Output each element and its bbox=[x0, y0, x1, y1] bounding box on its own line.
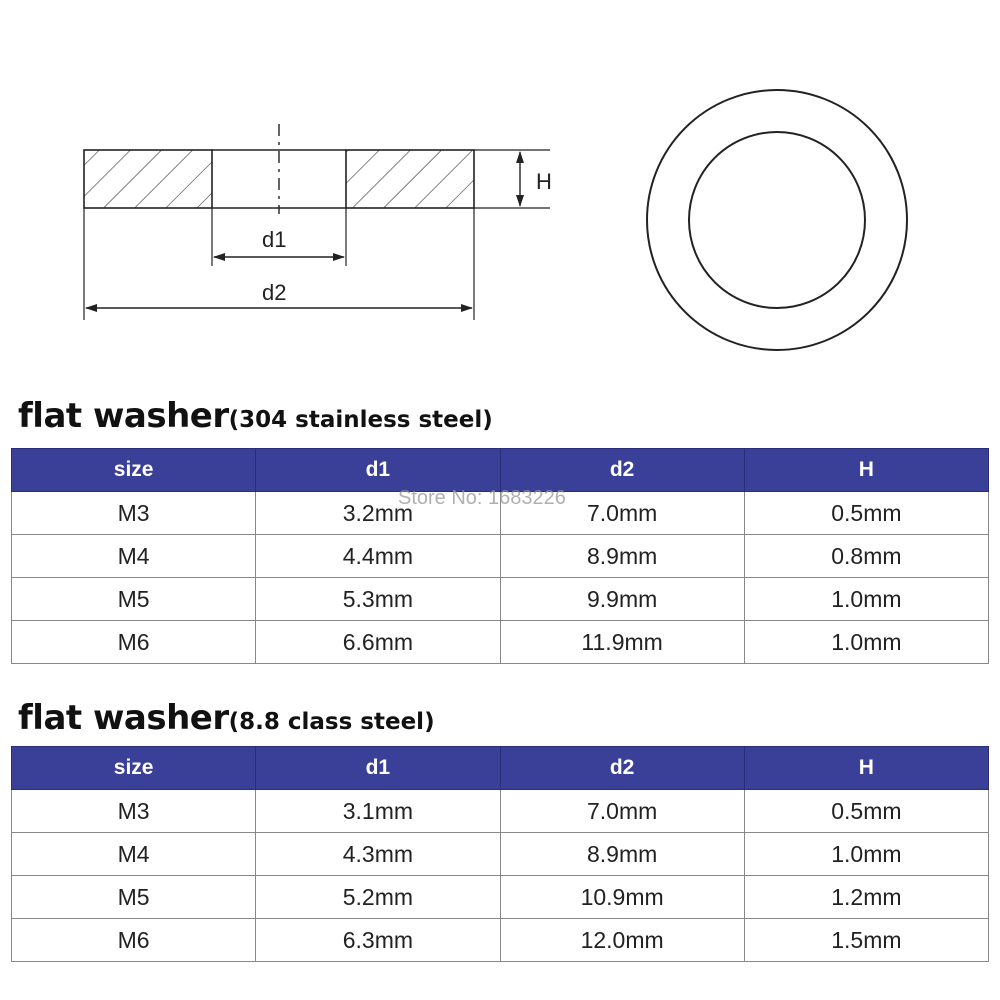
store-watermark: Store No: 1683226 bbox=[398, 487, 566, 509]
cell-d2: 7.0mm bbox=[500, 492, 744, 535]
title-sub: (304 stainless steel) bbox=[228, 407, 493, 433]
cell-d2: 11.9mm bbox=[500, 621, 744, 664]
table-row bbox=[12, 790, 989, 833]
col-header-h: H bbox=[744, 449, 988, 492]
table-row bbox=[12, 578, 989, 621]
title-sub: (8.8 class steel) bbox=[228, 709, 435, 735]
cell-size: M6 bbox=[12, 621, 256, 664]
cell-size: M4 bbox=[12, 833, 256, 876]
cell-h: 1.5mm bbox=[744, 919, 988, 962]
spec-table-stainless bbox=[11, 448, 989, 664]
section-title-class-steel bbox=[18, 698, 435, 738]
cell-h: 1.2mm bbox=[744, 876, 988, 919]
cell-h: 1.0mm bbox=[744, 578, 988, 621]
washer-diagram bbox=[0, 0, 1000, 370]
cell-size: M5 bbox=[12, 578, 256, 621]
cell-h: 0.5mm bbox=[744, 790, 988, 833]
table-row bbox=[12, 535, 989, 578]
col-header-d2: d2 bbox=[500, 449, 744, 492]
title-main: flat washer bbox=[18, 698, 229, 738]
cell-h: 1.0mm bbox=[744, 833, 988, 876]
cell-d2: 7.0mm bbox=[500, 790, 744, 833]
d1-dimension bbox=[212, 208, 346, 266]
cell-d1: 3.2mm bbox=[256, 492, 500, 535]
cell-d1: 6.6mm bbox=[256, 621, 500, 664]
table-row bbox=[12, 876, 989, 919]
table-row bbox=[12, 833, 989, 876]
cell-d1: 6.3mm bbox=[256, 919, 500, 962]
cell-d2: 12.0mm bbox=[500, 919, 744, 962]
col-header-d1: d1 bbox=[256, 449, 500, 492]
cell-d2: 8.9mm bbox=[500, 535, 744, 578]
height-dimension bbox=[474, 150, 552, 208]
col-header-d2: d2 bbox=[500, 747, 744, 790]
cell-d2: 10.9mm bbox=[500, 876, 744, 919]
cell-size: M5 bbox=[12, 876, 256, 919]
col-header-h: H bbox=[744, 747, 988, 790]
cell-h: 0.8mm bbox=[744, 535, 988, 578]
cell-size: M4 bbox=[12, 535, 256, 578]
table-row bbox=[12, 919, 989, 962]
cell-d2: 9.9mm bbox=[500, 578, 744, 621]
cell-d1: 4.4mm bbox=[256, 535, 500, 578]
table-row bbox=[12, 621, 989, 664]
spec-table-class-steel bbox=[11, 746, 989, 962]
cell-d1: 5.2mm bbox=[256, 876, 500, 919]
cell-size: M3 bbox=[12, 492, 256, 535]
cell-d1: 4.3mm bbox=[256, 833, 500, 876]
col-header-d1: d1 bbox=[256, 747, 500, 790]
col-header-size: size bbox=[12, 747, 256, 790]
washer-drawing bbox=[0, 0, 1000, 370]
top-view bbox=[647, 90, 907, 350]
section-view bbox=[84, 124, 474, 214]
cell-h: 1.0mm bbox=[744, 621, 988, 664]
section-title-stainless bbox=[18, 396, 493, 436]
title-main: flat washer bbox=[18, 396, 229, 436]
d1-label: d1 bbox=[262, 227, 287, 252]
cell-size: M6 bbox=[12, 919, 256, 962]
cell-size: M3 bbox=[12, 790, 256, 833]
cell-d1: 3.1mm bbox=[256, 790, 500, 833]
col-header-size: size bbox=[12, 449, 256, 492]
d2-dimension bbox=[84, 208, 474, 320]
h-label: H bbox=[536, 169, 552, 194]
cell-h: 0.5mm bbox=[744, 492, 988, 535]
cell-d2: 8.9mm bbox=[500, 833, 744, 876]
cell-d1: 5.3mm bbox=[256, 578, 500, 621]
table-header-row bbox=[12, 747, 989, 790]
table-header-row bbox=[12, 449, 989, 492]
d2-label: d2 bbox=[262, 280, 287, 305]
